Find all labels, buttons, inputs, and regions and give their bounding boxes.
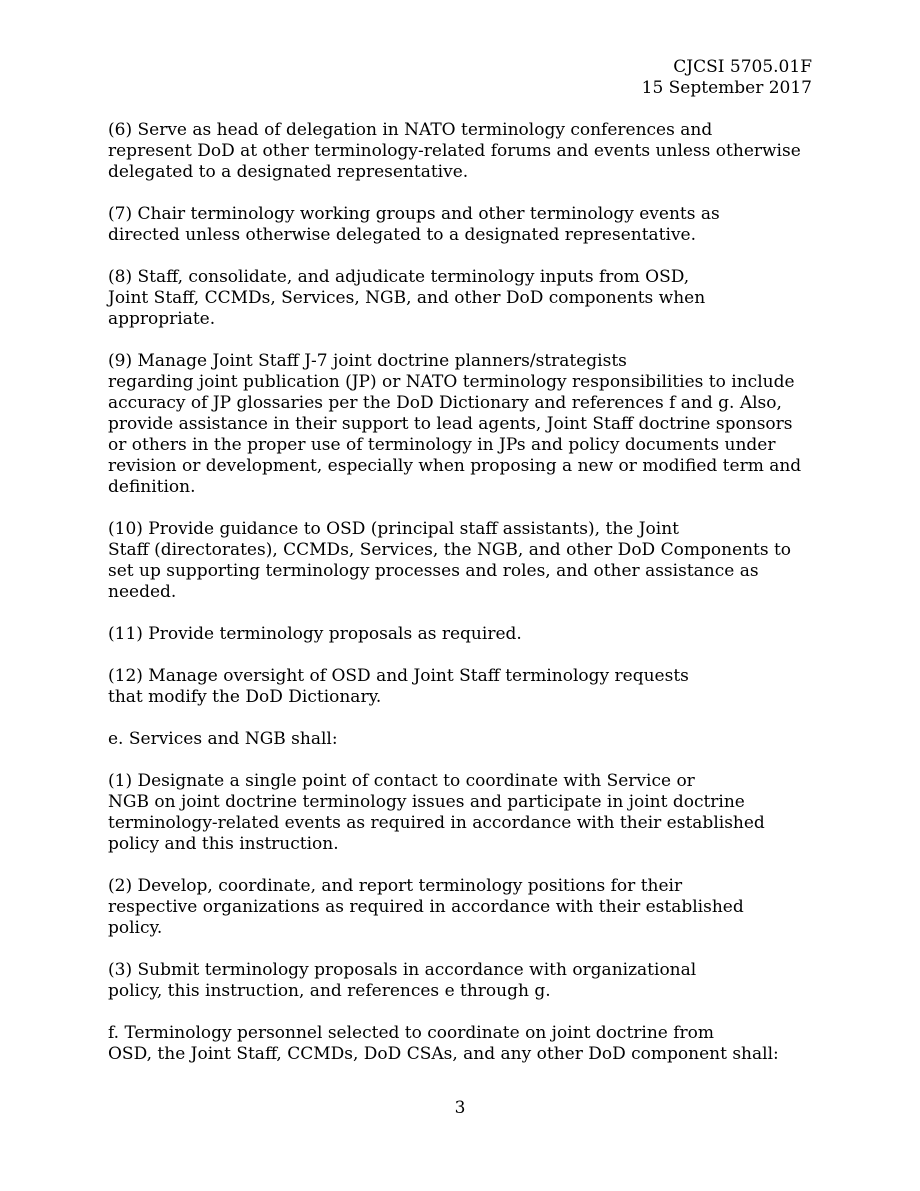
document-body [108, 120, 818, 1086]
document-id: CJCSI 5705.01F [673, 57, 812, 77]
page-number: 3 [454, 1098, 466, 1118]
paragraph-d7: (7) Chair terminology working groups and other terminology events as directed unless otherwise delegated to a designated representative. [108, 204, 720, 245]
paragraph-d11: (11) Provide terminology proposals as required. [108, 624, 522, 644]
paragraph-d12: (12) Manage oversight of OSD and Joint Staff terminology requests that modify the DoD Dictionary. [108, 666, 689, 707]
paragraph-f-heading: f. Terminology personnel selected to coordinate on joint doctrine from OSD, the Joint Staff, CCMDs, DoD CSAs, and any other DoD component shall: [108, 1023, 779, 1064]
paragraph-d10: (10) Provide guidance to OSD (principal staff assistants), the Joint Staff (directorates), CCMDs, Services, the NGB, and other DoD Components to set up supporting terminology processes and roles, and other assistance as needed. [108, 519, 792, 602]
paragraph-d9: (9) Manage Joint Staff J-7 joint doctrine planners/strategists regarding joint publication (JP) or NATO terminology responsibilities to include accuracy of JP glossaries per the DoD Dictionary and references f and g. Also, provide assistance in their support to lead agents, Joint Staff doctrine sponsors or others in the proper use of terminology in JPs and policy documents under revision or development, especially when proposing a new or modified term and definition. [108, 351, 802, 497]
paragraph-e2: (2) Develop, coordinate, and report terminology positions for their respective organizations as required in accordance with their established policy. [108, 876, 744, 938]
paragraph-e3: (3) Submit terminology proposals in accordance with organizational policy, this instruction, and references e through g. [108, 960, 697, 1001]
paragraph-e-heading: e. Services and NGB shall: [108, 729, 338, 749]
document-header [642, 57, 812, 99]
paragraph-e1: (1) Designate a single point of contact to coordinate with Service or NGB on joint doctrine terminology issues and participate in joint doctrine terminology-related events as required in accordance with their established policy and this instruction. [108, 771, 765, 854]
paragraph-d8: (8) Staff, consolidate, and adjudicate terminology inputs from OSD, Joint Staff, CCMDs, Services, NGB, and other DoD components when appropriate. [108, 267, 706, 329]
document-date: 15 September 2017 [641, 78, 812, 98]
paragraph-d6: (6) Serve as head of delegation in NATO terminology conferences and represent DoD at other terminology-related forums and events unless otherwise delegated to a designated representative. [108, 120, 801, 182]
